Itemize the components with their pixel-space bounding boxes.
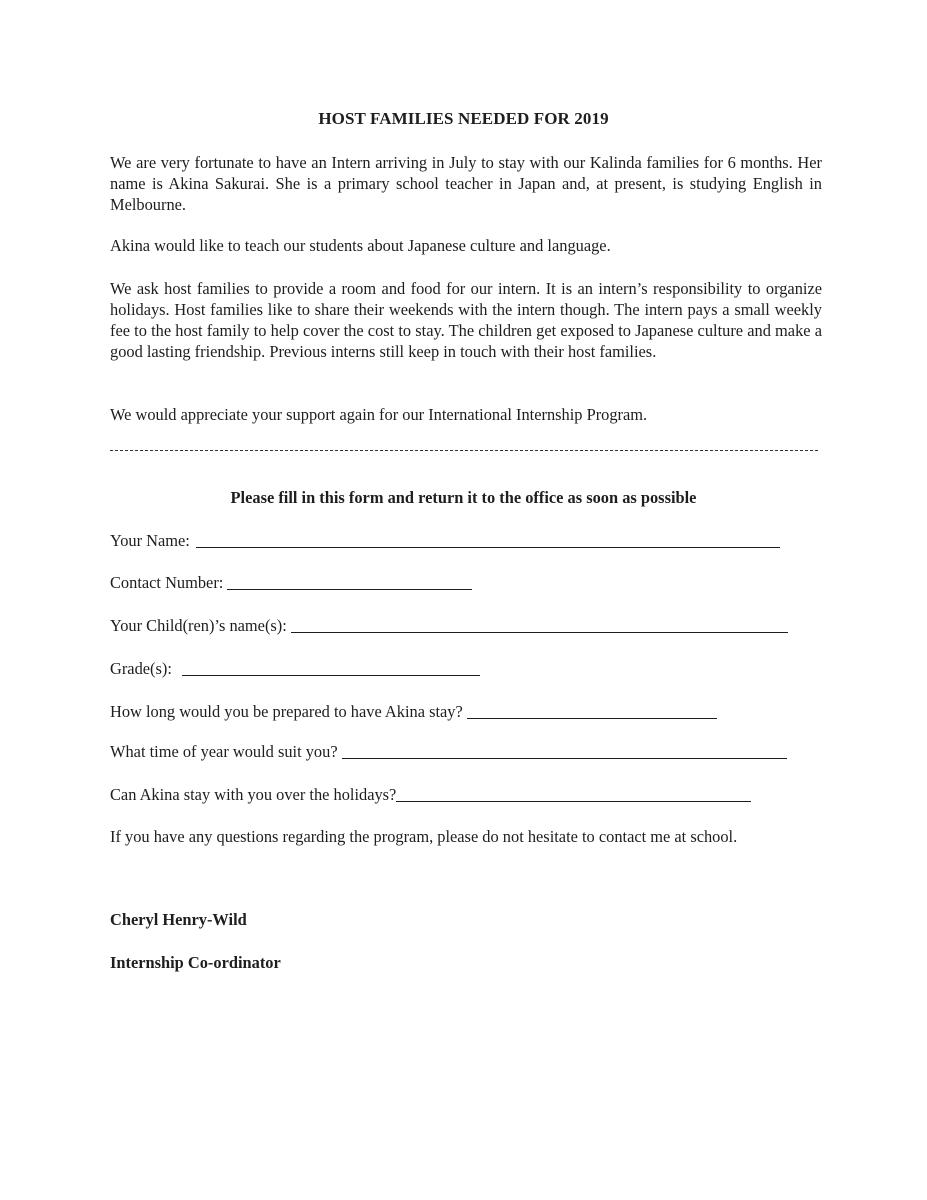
form-field-label: How long would you be prepared to have Akina stay? [110,702,463,721]
form-field-label: What time of year would suit you? [110,742,338,761]
form-field-time-of-year [110,741,787,762]
form-field-duration [110,701,717,722]
name-answer-line[interactable] [196,547,780,548]
form-field-label: Grade(s): [110,659,172,678]
culture-paragraph: Akina would like to teach our students about Japanese culture and language. [110,236,611,255]
form-field-label: Your Name: [110,531,190,550]
holidays-answer-line[interactable] [396,801,751,802]
children-answer-line[interactable] [291,632,788,633]
form-field-grades [110,658,480,679]
duration-answer-line[interactable] [467,718,717,719]
form-field-holidays [110,784,751,805]
form-heading: Please fill in this form and return it to the office as soon as possible [230,488,697,507]
tear-off-divider [110,450,818,451]
time-of-year-answer-line[interactable] [342,758,787,759]
support-paragraph: We would appreciate your support again for our International Internship Program. [110,405,648,424]
contact-note: If you have any questions regarding the program, please do not hesitate to contact me at school. [110,827,738,846]
form-field-label: Your Child(ren)’s name(s): [110,616,287,635]
form-field-label: Can Akina stay with you over the holidays? [110,785,397,804]
form-field-name [110,530,780,551]
form-field-children [110,615,788,636]
grades-answer-line[interactable] [182,675,480,676]
host-duties-paragraph: We ask host families to provide a room and food for our intern. It is an intern’s responsibility to organize holidays. Host families like to share their weekends with the intern though. The intern pays a small weekly fee to the host family to help cover the cost to stay. The children get exposed to Japanese culture and make a good lasting friendship. Previous interns still keep in touch with their host families. [110,279,822,361]
intro-paragraph: We are very fortunate to have an Intern arriving in July to stay with our Kalinda families for 6 months. Her name is Akina Sakurai. She is a primary school teacher in Japan and, at present, is studying English in Melbourne. [110,153,822,214]
signature-name: Cheryl Henry-Wild [110,910,247,929]
form-field-label: Contact Number: [110,573,224,592]
document-title: HOST FAMILIES NEEDED FOR 2019 [318,109,609,128]
contact-answer-line[interactable] [227,589,472,590]
signature-role: Internship Co-ordinator [110,953,281,972]
form-field-contact [110,572,472,593]
